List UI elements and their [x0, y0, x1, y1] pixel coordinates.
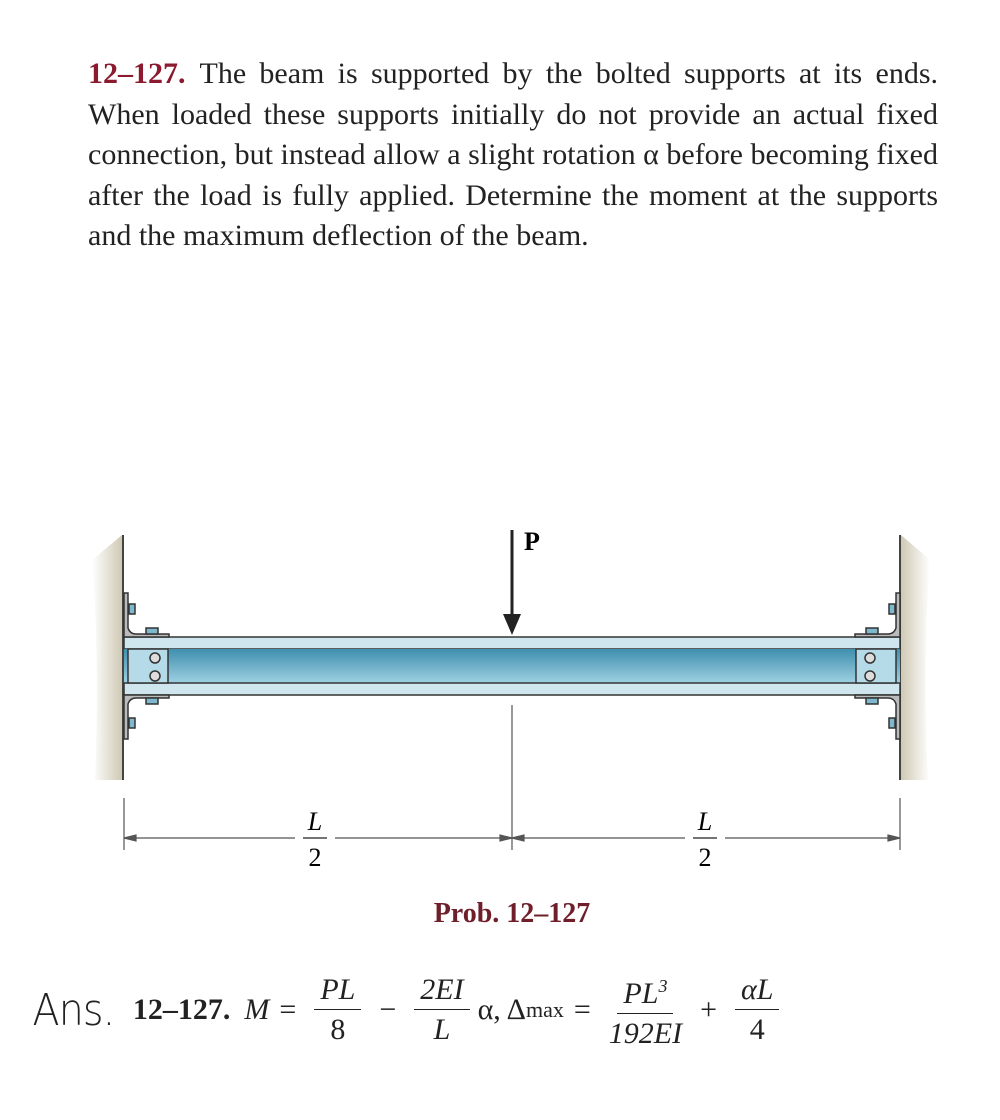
load-label: P: [524, 527, 540, 556]
dim-left-numerator: L: [307, 807, 323, 836]
handwritten-ans-label: Ans.: [32, 984, 115, 1036]
dim-right-numerator: L: [697, 807, 713, 836]
load-arrow: [503, 530, 521, 635]
numerator: PL: [623, 976, 659, 1010]
denominator: L: [433, 1012, 451, 1046]
problem-statement: [88, 54, 938, 257]
denominator: 4: [749, 1012, 765, 1046]
answer-number: 12–127.: [132, 993, 231, 1026]
equals-2: =: [573, 993, 591, 1026]
exponent: 3: [658, 975, 668, 996]
numerator: 2EI: [414, 971, 469, 1010]
answer: [28, 965, 787, 1055]
max-subscript: max: [525, 997, 564, 1022]
right-bolted-support: [855, 593, 900, 739]
minus: −: [379, 993, 397, 1026]
denominator: 192EI: [608, 1016, 683, 1050]
fraction-pl-8: [314, 971, 361, 1050]
figure-caption: Prob. 12–127: [433, 898, 591, 929]
alpha-delta: α, Δ: [477, 993, 526, 1026]
beam-figure: [0, 500, 1000, 890]
fraction-alphal-4: [735, 971, 779, 1050]
fraction-2ei-l: [414, 971, 469, 1050]
left-bolted-support: [124, 593, 169, 739]
plus: +: [700, 993, 718, 1026]
numerator: αL: [735, 971, 779, 1010]
dim-left-denominator: 2: [308, 843, 322, 872]
answer-m: M: [244, 993, 270, 1026]
dim-right-denominator: 2: [698, 843, 712, 872]
numerator: PL: [314, 971, 361, 1010]
denominator: 8: [330, 1012, 346, 1046]
beam: [124, 637, 900, 695]
left-wall: [92, 535, 123, 780]
dimension-lines: [124, 705, 900, 850]
problem-text: The beam is supported by the bolted supports at its ends. When loaded these supports initially do not provide an actual fixed connection, but instead allow a slight rotation α before becoming fixed after the load is fully applied. Determine the moment at the supports and the maximum deflection of the beam.: [88, 57, 938, 252]
problem-number: 12–127.: [88, 57, 186, 90]
fraction-pl3-192ei: [609, 967, 682, 1054]
equals: =: [279, 993, 297, 1026]
right-wall: [900, 535, 930, 780]
